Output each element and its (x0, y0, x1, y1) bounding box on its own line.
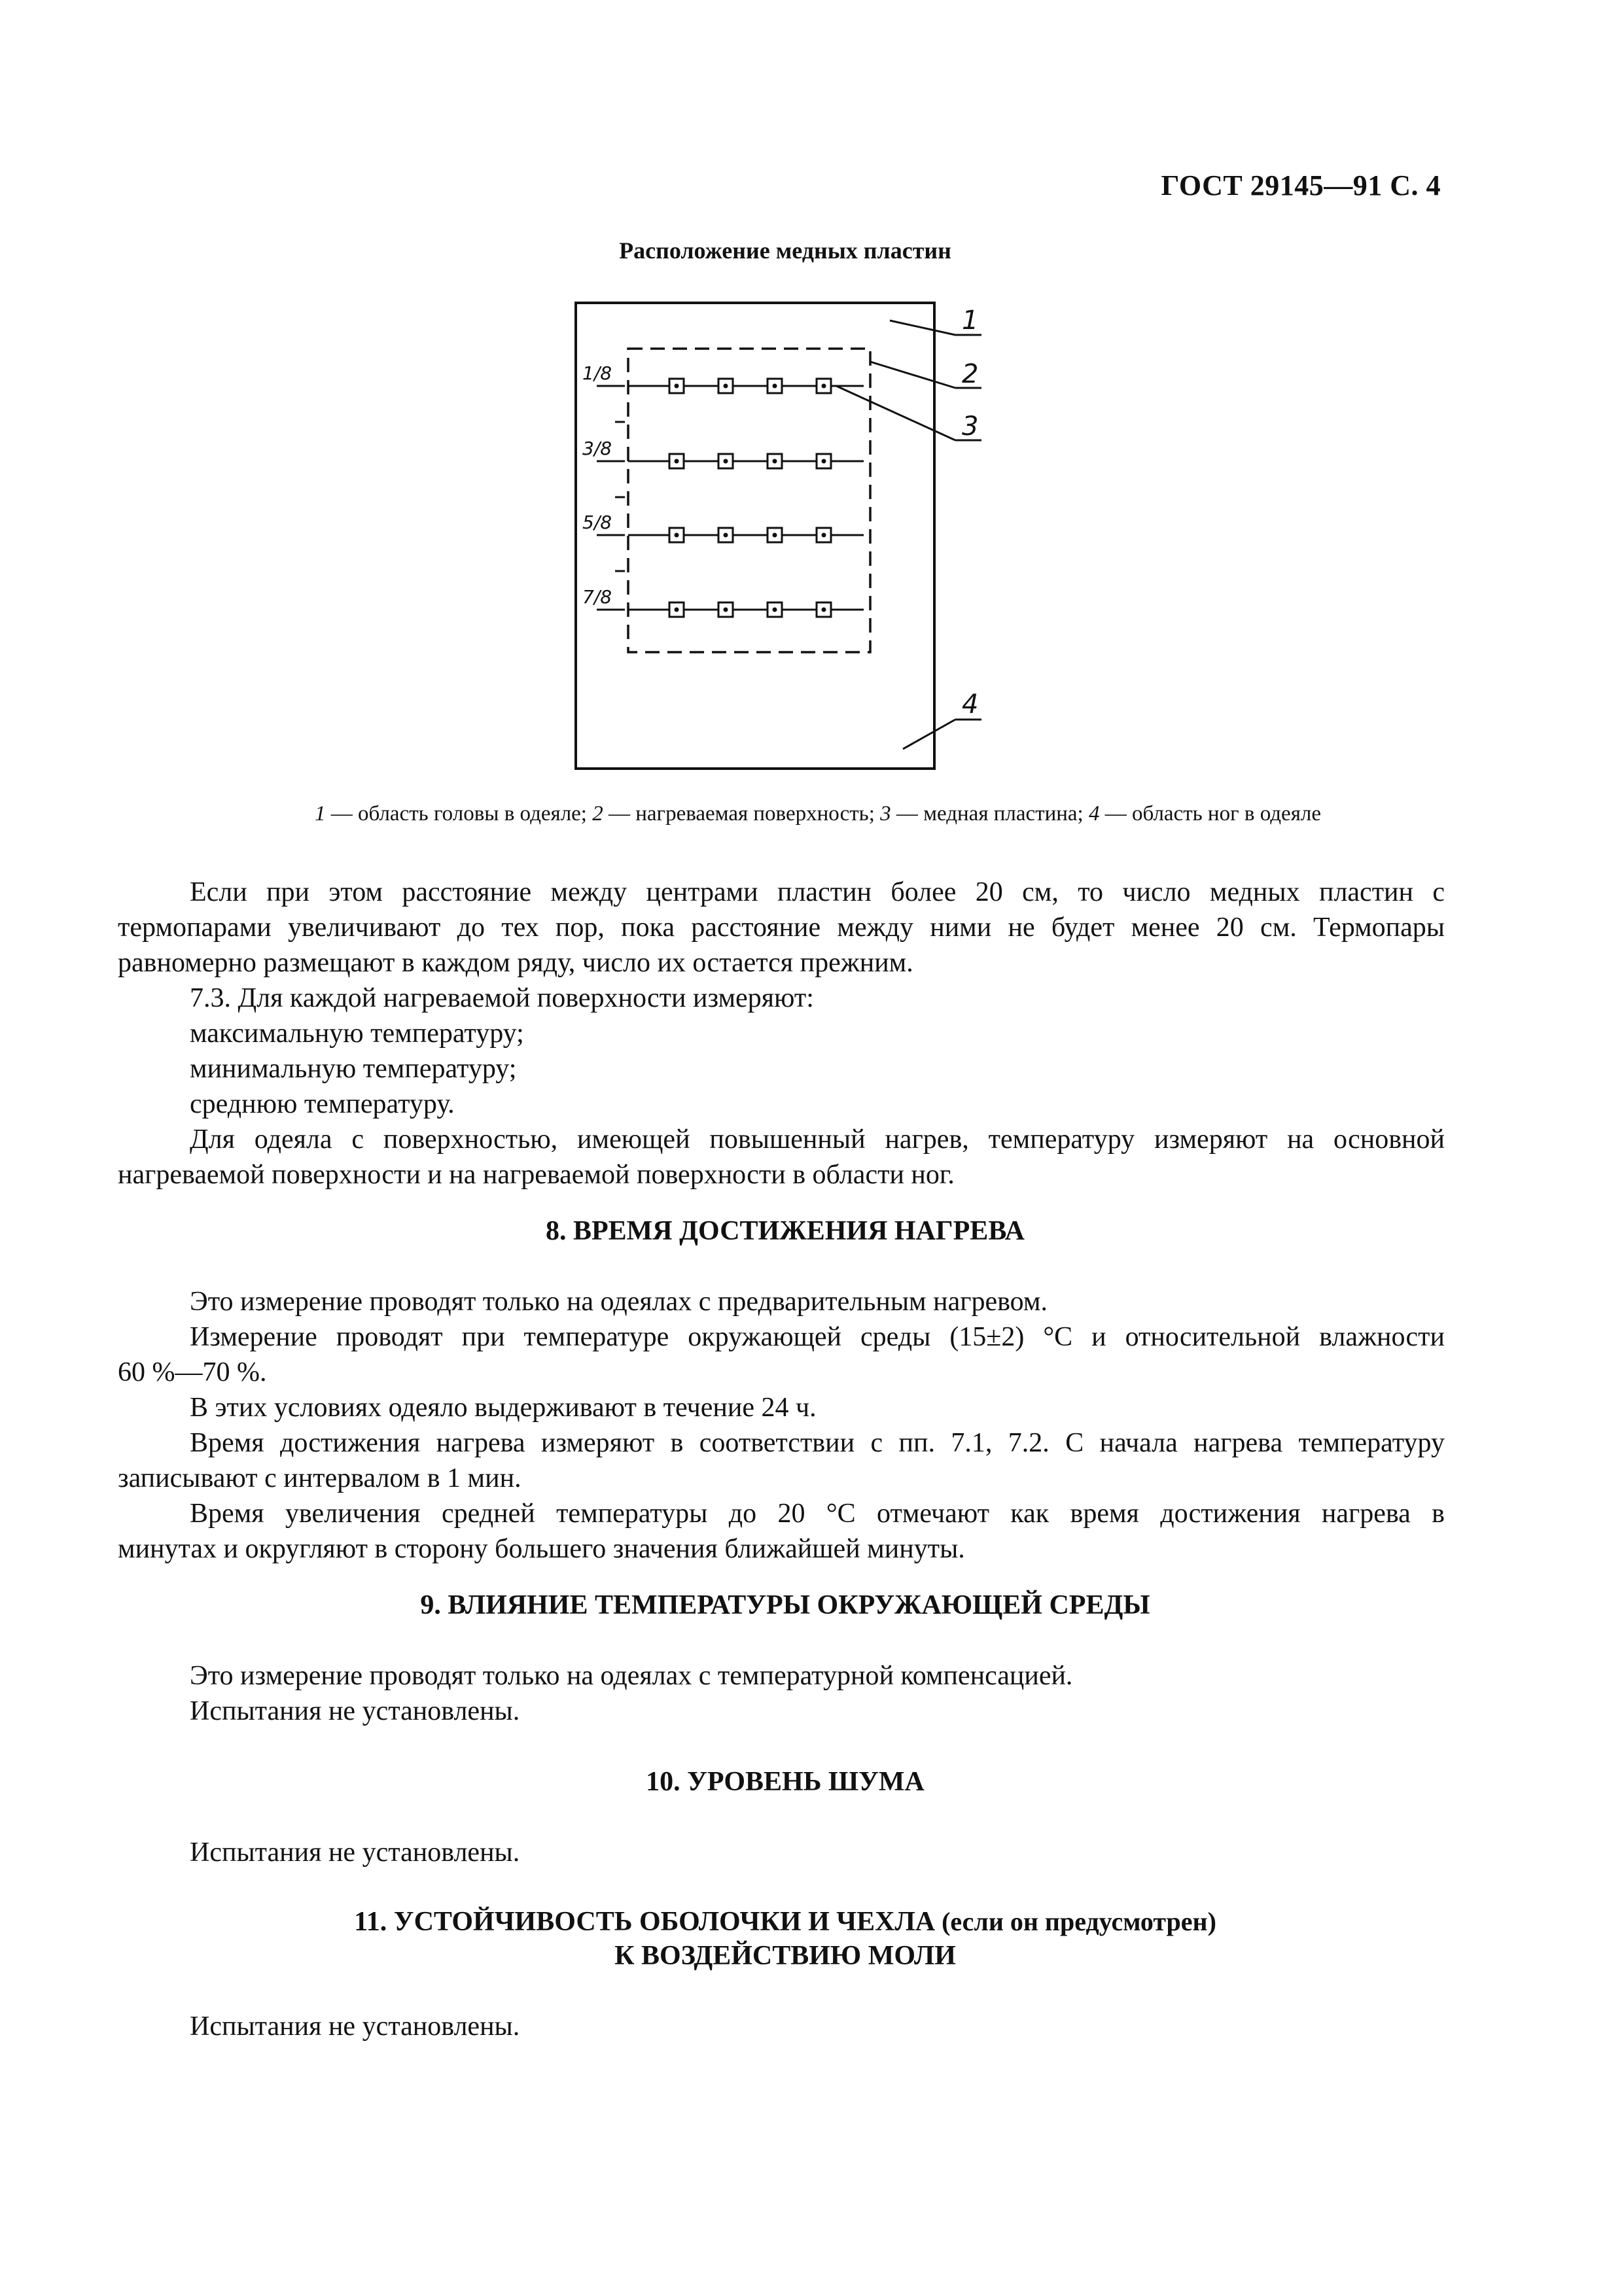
thermocouple-point (822, 608, 826, 612)
heated-surface-outline (628, 349, 870, 652)
callout-leader-2 (870, 362, 955, 388)
section-heading (0, 1906, 1570, 1938)
section-heading: 9. ВЛИЯНИЕ ТЕМПЕРАТУРЫ ОКРУЖАЮЩЕЙ СРЕДЫ (420, 1590, 1150, 1620)
paragraph-line: равномерно размещают в каждом ряду, число их остается прежним. (118, 948, 913, 978)
paragraph-line: 7.3. Для каждой нагреваемой поверхности измеряют: (190, 983, 814, 1013)
thermocouple-point (822, 459, 826, 464)
thermocouple-point (724, 608, 728, 612)
paragraph-line: Это измерение проводят только на одеялах с предварительным нагревом. (190, 1287, 1048, 1317)
thermocouple-point (822, 384, 826, 389)
plate-row (582, 586, 864, 617)
caption-number: 1 (315, 802, 326, 826)
thermocouple-point (724, 533, 728, 538)
thermocouple-point (675, 459, 679, 464)
paragraph-line: Время достижения нагрева измеряют в соответствии с пп. 7.1, 7.2. С начала нагрева температуру (190, 1428, 1445, 1458)
section-heading: 10. УРОВЕНЬ ШУМА (646, 1767, 925, 1797)
paragraph-line: Испытания не установлены. (190, 1837, 520, 1868)
row-label: 5/8 (582, 512, 612, 533)
section-heading: 8. ВРЕМЯ ДОСТИЖЕНИЯ НАГРЕВА (545, 1216, 1025, 1246)
paragraph-line: максимальную температуру; (190, 1018, 524, 1049)
paragraph-line: термопарами увеличивают до тех пор, пока расстояние между ними не будет менее 20 см. Термопары (118, 913, 1445, 943)
callout-leader-1 (890, 321, 955, 335)
caption-text: — область ног в одеяле (1099, 802, 1321, 826)
row-label: 1/8 (582, 362, 612, 384)
paragraph-line: Для одеяла с поверхностью, имеющей повышенный нагрев, температуру измеряют на основной (190, 1124, 1445, 1155)
section-heading-line-2: К ВОЗДЕЙСТВИЮ МОЛИ (614, 1941, 956, 1971)
section-heading-note: (если он предусмотрен) (935, 1907, 1216, 1936)
section-heading-main: 11. УСТОЙЧИВОСТЬ ОБОЛОЧКИ И ЧЕХЛА (354, 1907, 936, 1937)
callout-number: 4 (962, 689, 979, 720)
caption-number: 3 (880, 802, 891, 826)
callout-number: 3 (962, 411, 979, 442)
caption-text: — медная пластина; (891, 802, 1089, 826)
thermocouple-point (822, 533, 826, 538)
paragraph-line: минутах и округляют в сторону большего значения ближайшей минуты. (118, 1534, 965, 1564)
caption-text: — нагреваемая поверхность; (603, 802, 881, 826)
copper-plates-diagram (563, 291, 1021, 775)
figure-caption (196, 802, 1439, 826)
thermocouple-point (675, 608, 679, 612)
row-label: 7/8 (582, 586, 612, 608)
thermocouple-point (724, 459, 728, 464)
paragraph-line: Испытания не установлены. (190, 1696, 520, 1726)
figure-title: Расположение медных пластин (619, 237, 951, 264)
paragraph-line: среднюю температуру. (190, 1089, 455, 1119)
paragraph-line: Время увеличения средней температуры до 20 °С отмечают как время достижения нагрева в (190, 1499, 1445, 1529)
row-label: 3/8 (582, 438, 612, 459)
page-header: ГОСТ 29145—91 С. 4 (1161, 169, 1441, 201)
paragraph-line: Если при этом расстояние между центрами пластин более 20 см, то число медных пластин с (190, 877, 1445, 907)
caption-number: 4 (1088, 802, 1100, 826)
paragraph-line: записывают с интервалом в 1 мин. (118, 1463, 521, 1493)
plate-row (582, 438, 864, 468)
thermocouple-point (675, 384, 679, 389)
caption-number: 2 (592, 802, 603, 826)
paragraph-line: В этих условиях одеяло выдерживают в течение 24 ч. (190, 1393, 817, 1423)
thermocouple-point (724, 384, 728, 389)
paragraph-line: минимальную температуру; (190, 1054, 517, 1084)
plate-row (582, 362, 864, 393)
thermocouple-point (675, 533, 679, 538)
callout-leader-4 (903, 720, 955, 749)
paragraph-line: 60 %—70 %. (118, 1357, 267, 1387)
callout-number: 2 (962, 359, 979, 389)
thermocouple-point (773, 459, 777, 464)
callout-number: 1 (962, 305, 979, 336)
thermocouple-point (773, 533, 777, 538)
paragraph-line: нагреваемой поверхности и на нагреваемой поверхности в области ног. (118, 1160, 955, 1190)
callout-leader-3 (836, 386, 955, 440)
plate-row (582, 512, 864, 542)
thermocouple-point (773, 608, 777, 612)
caption-text: — область головы в одеяле; (325, 802, 593, 826)
paragraph-line: Испытания не установлены. (190, 2011, 520, 2042)
paragraph-line: Измерение проводят при температуре окружающей среды (15±2) °С и относительной влажности (190, 1322, 1445, 1352)
paragraph-line: Это измерение проводят только на одеялах с температурной компенсацией. (190, 1661, 1073, 1691)
thermocouple-point (773, 384, 777, 389)
